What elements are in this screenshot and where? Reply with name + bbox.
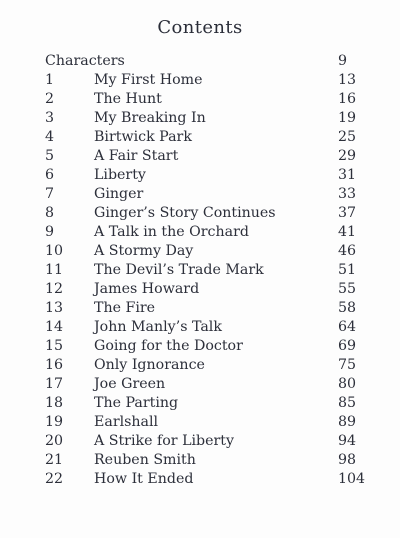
- toc-entry: [0, 109, 400, 128]
- chapter-page-number: 58: [338, 300, 357, 316]
- chapter-number: 8: [45, 205, 55, 221]
- chapter-number: 4: [45, 129, 55, 145]
- chapter-number: 3: [45, 110, 55, 126]
- chapter-page-number: 80: [338, 376, 357, 392]
- chapter-page-number: 16: [338, 91, 357, 107]
- toc-entry: [0, 71, 400, 90]
- toc-entry: [0, 337, 400, 356]
- chapter-number: 16: [45, 357, 64, 373]
- toc-entry: [0, 451, 400, 470]
- chapter-page-number: 37: [338, 205, 357, 221]
- toc-entry: [0, 432, 400, 451]
- toc-entry: [0, 280, 400, 299]
- toc-entry: [0, 223, 400, 242]
- chapter-number: 10: [45, 243, 64, 259]
- toc-entry: [0, 375, 400, 394]
- chapter-number: 7: [45, 186, 55, 202]
- toc-entry: [0, 299, 400, 318]
- toc-entry: [0, 413, 400, 432]
- chapter-page-number: 51: [338, 262, 357, 278]
- chapter-title: Only Ignorance: [94, 357, 205, 373]
- chapter-page-number: 75: [338, 357, 357, 373]
- chapter-title: A Stormy Day: [94, 243, 194, 259]
- chapter-title: My First Home: [94, 72, 203, 88]
- chapter-page-number: 89: [338, 414, 357, 430]
- toc-entry: [0, 394, 400, 413]
- chapter-title: Joe Green: [94, 376, 166, 392]
- chapter-page-number: 41: [338, 224, 357, 240]
- chapter-number: 14: [45, 319, 64, 335]
- chapter-page-number: 46: [338, 243, 357, 259]
- toc-entry: [0, 147, 400, 166]
- chapter-title: How It Ended: [94, 471, 194, 487]
- toc-entry-page: 9: [338, 53, 348, 69]
- chapter-number: 20: [45, 433, 64, 449]
- chapter-title: James Howard: [94, 281, 200, 297]
- chapter-title: The Parting: [94, 395, 179, 411]
- chapter-number: 18: [45, 395, 64, 411]
- toc-entry-characters: [0, 52, 400, 71]
- chapter-page-number: 64: [338, 319, 357, 335]
- chapter-page-number: 98: [338, 452, 357, 468]
- chapter-page-number: 94: [338, 433, 357, 449]
- chapter-number: 13: [45, 300, 64, 316]
- chapter-number: 21: [45, 452, 64, 468]
- toc-entry: [0, 470, 400, 489]
- chapter-title: Birtwick Park: [94, 129, 192, 145]
- chapter-title: My Breaking In: [94, 110, 206, 126]
- chapter-number: 12: [45, 281, 64, 297]
- chapter-title: Reuben Smith: [94, 452, 196, 468]
- chapter-page-number: 13: [338, 72, 357, 88]
- chapter-page-number: 85: [338, 395, 357, 411]
- chapter-title: A Fair Start: [94, 148, 179, 164]
- chapter-page-number: 19: [338, 110, 357, 126]
- chapter-title: John Manly’s Talk: [94, 319, 222, 335]
- toc-entry-title: Characters: [45, 53, 125, 69]
- toc-entry: [0, 204, 400, 223]
- chapter-page-number: 25: [338, 129, 357, 145]
- toc-entry: [0, 261, 400, 280]
- chapter-page-number: 104: [338, 471, 366, 487]
- chapter-title: A Talk in the Orchard: [94, 224, 249, 240]
- toc-entry: [0, 242, 400, 261]
- chapter-number: 22: [45, 471, 64, 487]
- chapter-number: 15: [45, 338, 64, 354]
- toc-entry: [0, 356, 400, 375]
- chapter-number: 19: [45, 414, 64, 430]
- page-title: Contents: [157, 17, 243, 38]
- chapter-title: The Hunt: [94, 91, 162, 107]
- chapter-page-number: 31: [338, 167, 357, 183]
- toc-entry: [0, 128, 400, 147]
- chapter-number: 17: [45, 376, 64, 392]
- chapter-number: 2: [45, 91, 55, 107]
- chapter-number: 5: [45, 148, 55, 164]
- chapter-number: 6: [45, 167, 55, 183]
- chapter-number: 11: [45, 262, 64, 278]
- chapter-title: Earlshall: [94, 414, 159, 430]
- chapter-title: A Strike for Liberty: [94, 433, 235, 449]
- chapter-title: Ginger: [94, 186, 144, 202]
- chapter-page-number: 33: [338, 186, 357, 202]
- chapter-title: Ginger’s Story Continues: [94, 205, 276, 221]
- chapter-number: 9: [45, 224, 55, 240]
- toc-entry: [0, 185, 400, 204]
- chapter-title: The Fire: [94, 300, 156, 316]
- table-of-contents: [0, 52, 400, 489]
- chapter-page-number: 69: [338, 338, 357, 354]
- toc-entry: [0, 90, 400, 109]
- toc-entry: [0, 318, 400, 337]
- chapter-title: Going for the Doctor: [94, 338, 243, 354]
- chapter-page-number: 55: [338, 281, 357, 297]
- chapter-number: 1: [45, 72, 55, 88]
- chapter-page-number: 29: [338, 148, 357, 164]
- toc-entry: [0, 166, 400, 185]
- chapter-title: The Devil’s Trade Mark: [94, 262, 264, 278]
- chapter-title: Liberty: [94, 167, 146, 183]
